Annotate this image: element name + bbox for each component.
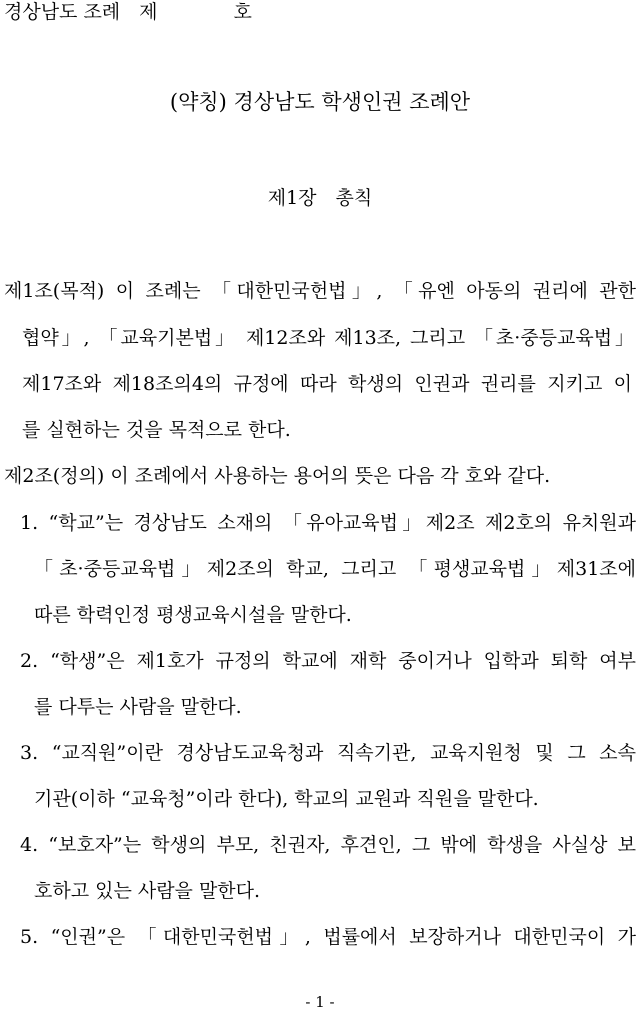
item-line: 2. “학생”은 제1호가 규정의 학교에 재학 중이거나 입학과 퇴학 여부 — [20, 650, 636, 672]
item-line: 5. “인권”은 「대한민국헌법」, 법률에서 보장하거나 대한민국이 가 — [20, 926, 636, 948]
item-line: 따른 학력인정 평생교육시설을 말한다. — [34, 604, 352, 626]
article-line: 제1조(목적) 이 조례는 「대한민국헌법」, 「유엔 아동의 권리에 관한 — [4, 280, 636, 302]
page-number: - 1 - — [305, 993, 335, 1011]
item-line: 를 다투는 사람을 말한다. — [34, 696, 242, 718]
item-line: 「초·중등교육법」제2조의 학교, 그리고 「평생교육법」제31조에 — [34, 558, 636, 580]
ordinance-number-header: 경상남도 조례 제 호 — [4, 1, 252, 23]
chapter-heading: 제1장 총칙 — [267, 187, 373, 209]
item-line: 1. “학교”는 경상남도 소재의 「유아교육법」제2조 제2호의 유치원과 — [20, 512, 636, 534]
item-line: 호하고 있는 사람을 말한다. — [34, 880, 261, 902]
article-line: 협약」, 「교육기본법」 제12조와 제13조, 그리고 「초·중등교육법」 — [22, 327, 634, 349]
article-line: 를 실현하는 것을 목적으로 한다. — [22, 419, 291, 441]
item-line: 기관(이하 “교육청”이라 한다), 학교의 교원과 직원을 말한다. — [34, 788, 539, 810]
article-line: 제17조와 제18조의4의 규정에 따라 학생의 인권과 권리를 지키고 이 — [22, 373, 632, 395]
item-line: 4. “보호자”는 학생의 부모, 친권자, 후견인, 그 밖에 학생을 사실상 보 — [20, 834, 636, 856]
document-title: (약칭) 경상남도 학생인권 조례안 — [169, 90, 471, 114]
article-intro: 제2조(정의) 이 조례에서 사용하는 용어의 뜻은 다음 각 호와 같다. — [4, 465, 551, 487]
item-line: 3. “교직원”이란 경상남도교육청과 직속기관, 교육지원청 및 그 소속 — [20, 742, 636, 764]
